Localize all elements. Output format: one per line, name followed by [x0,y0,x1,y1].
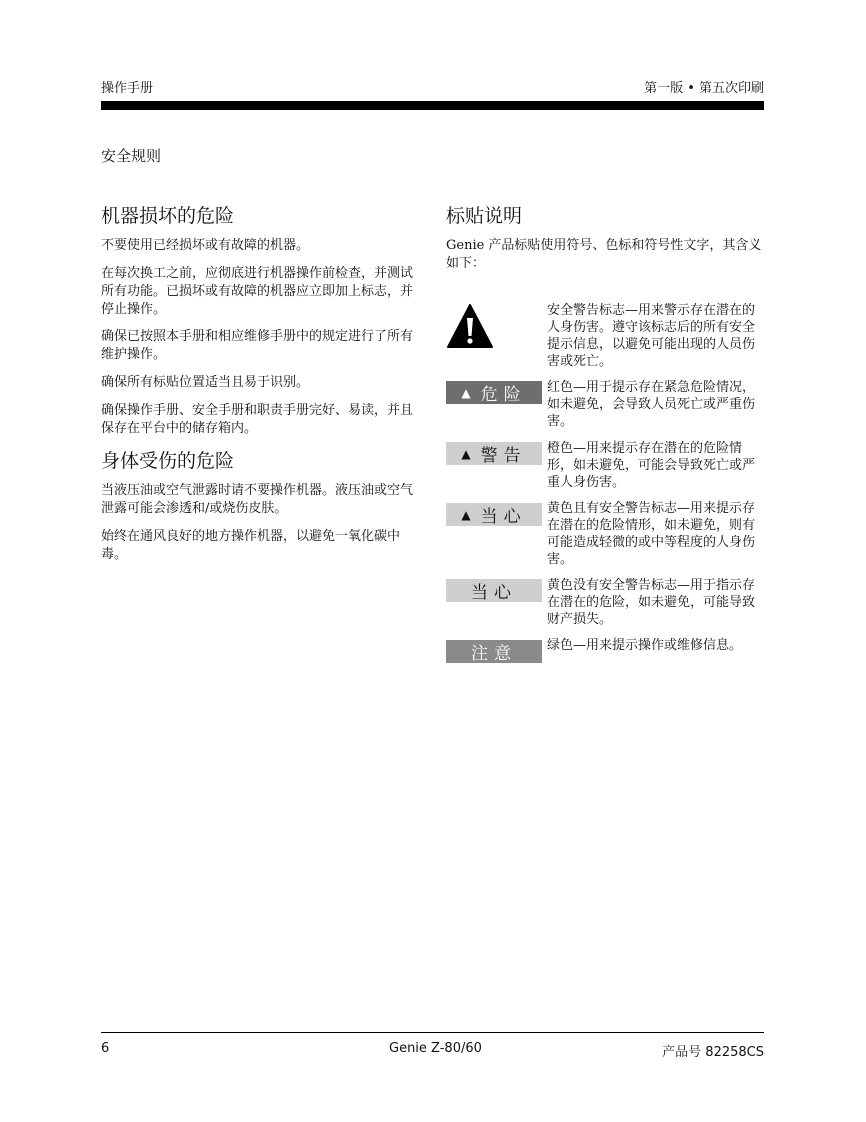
badge-text: 当心 [471,583,517,603]
notice-description: 绿色—用来提示操作或维修信息。 [547,638,743,653]
header-right: 第一版 • 第五次印刷 [644,81,764,96]
section-title: 安全规则 [101,147,162,165]
warning-triangle-icon: ▲ [461,446,471,461]
paragraph: 确保已按照本手册和相应维修手册中的规定进行了所有维护操作。 [101,329,414,362]
paragraph: 确保操作手册、安全手册和职责手册完好、易读，并且保存在平台中的储存箱内。 [101,403,414,436]
heading-bodily-injury: 身体受伤的危险 [101,450,235,472]
footer-part-number: 产品号 82258CS [662,1045,764,1060]
header-left: 操作手册 [101,81,154,96]
badge-text: 注意 [471,644,517,664]
warning-exclamation-icon [446,303,494,349]
warning-badge [446,442,542,465]
header-rule [101,101,764,110]
paragraph: 在每次换工之前，应彻底进行机器操作前检查，并测试所有功能。已损坏或有故障的机器应立即加上标志，并停止操作。 [101,266,414,317]
paragraph: 确保所有标贴位置适当且易于识别。 [101,375,310,390]
paragraph: 不要使用已经损坏或有故障的机器。 [101,238,310,253]
warning-triangle-icon: ▲ [461,385,471,400]
paragraph: 始终在通风良好的地方操作机器，以避免一氧化碳中毒。 [101,529,401,562]
heading-machine-damage: 机器损坏的危险 [101,205,235,227]
badge-text: 当心 [480,507,527,527]
warning-description: 橙色—用来提示存在潜在的危险情形，如未避免，可能会导致死亡或严重人身伤害。 [547,441,756,490]
caution-badge [446,579,542,602]
legend-intro: Genie 产品标贴使用符号、色标和符号性文字，其含义如下： [446,238,762,271]
page-number: 6 [101,1041,110,1056]
heading-label-legend: 标贴说明 [446,205,523,227]
caution-badge-with-symbol [446,503,542,526]
notice-badge [446,640,542,663]
caution-with-symbol-description: 黄色且有安全警告标志—用来提示存在潜在的危险情形，如未避免，则有可能造成轻微的或中等程度的人身伤害。 [547,501,756,567]
paragraph: 当液压油或空气泄露时请不要操作机器。液压油或空气泄露可能会渗透和/或烧伤皮肤。 [101,483,414,516]
badge-text: 警告 [480,446,527,466]
badge-text: 危险 [480,385,527,405]
footer-model: Genie Z-80/60 [389,1041,482,1056]
caution-description: 黄色没有安全警告标志—用于指示存在潜在的危险，如未避免，可能导致财产损失。 [547,578,756,627]
danger-badge [446,381,542,404]
footer-rule [101,1032,764,1033]
alert-symbol-description: 安全警告标志—用来警示存在潜在的人身伤害。遵守该标志后的所有安全提示信息，以避免可能出现的人员伤害或死亡。 [547,303,756,369]
danger-description: 红色—用于提示存在紧急危险情况，如未避免，会导致人员死亡或严重伤害。 [547,380,756,429]
warning-triangle-icon: ▲ [461,507,471,522]
